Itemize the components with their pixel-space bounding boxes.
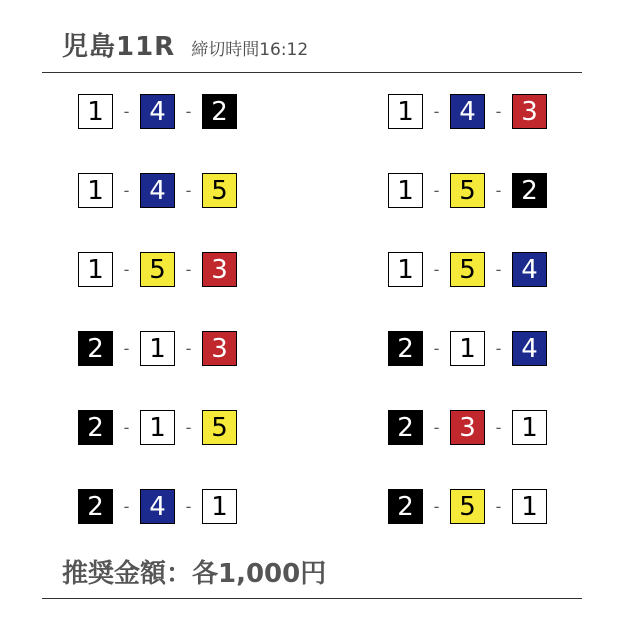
boat-number-1: 1 [512, 489, 547, 524]
combination-row [388, 93, 548, 130]
separator-dash: - [123, 102, 130, 121]
boat-number-4: 4 [450, 94, 485, 129]
boat-number-1: 1 [78, 252, 113, 287]
combination-list [78, 93, 548, 525]
separator-dash: - [185, 418, 192, 437]
separator-dash: - [495, 102, 502, 121]
boat-number-2: 2 [202, 94, 237, 129]
boat-number-4: 4 [140, 489, 175, 524]
boat-number-1: 1 [140, 331, 175, 366]
separator-dash: - [123, 497, 130, 516]
separator-dash: - [123, 181, 130, 200]
boat-number-5: 5 [140, 252, 175, 287]
separator-dash: - [185, 497, 192, 516]
boat-number-2: 2 [388, 331, 423, 366]
separator-dash: - [495, 497, 502, 516]
combination-row [78, 251, 238, 288]
deadline-text: 締切時間16:12 [191, 40, 309, 60]
boat-number-3: 3 [202, 252, 237, 287]
boat-number-1: 1 [388, 252, 423, 287]
race-header [62, 26, 308, 63]
combination-row [78, 409, 238, 446]
boat-number-2: 2 [512, 173, 547, 208]
boat-number-4: 4 [512, 252, 547, 287]
boat-number-5: 5 [450, 173, 485, 208]
boat-number-5: 5 [450, 252, 485, 287]
separator-dash: - [123, 260, 130, 279]
boat-number-2: 2 [78, 489, 113, 524]
separator-dash: - [433, 339, 440, 358]
boat-number-1: 1 [140, 410, 175, 445]
separator-dash: - [433, 181, 440, 200]
boat-number-5: 5 [450, 489, 485, 524]
separator-dash: - [185, 181, 192, 200]
separator-dash: - [495, 418, 502, 437]
boat-number-1: 1 [78, 94, 113, 129]
boat-number-4: 4 [512, 331, 547, 366]
stake-amount: 推奨金額：各1,000円 [62, 559, 327, 589]
boat-number-5: 5 [202, 410, 237, 445]
combination-row [78, 330, 238, 367]
boat-number-1: 1 [450, 331, 485, 366]
separator-dash: - [185, 339, 192, 358]
combination-row [388, 488, 548, 525]
separator-dash: - [495, 260, 502, 279]
bottom-divider [42, 598, 582, 599]
separator-dash: - [185, 260, 192, 279]
combination-row [388, 330, 548, 367]
combination-row [388, 172, 548, 209]
race-title: 児島11R [62, 32, 176, 62]
separator-dash: - [495, 181, 502, 200]
separator-dash: - [433, 418, 440, 437]
boat-number-2: 2 [78, 331, 113, 366]
boat-number-3: 3 [450, 410, 485, 445]
boat-number-1: 1 [388, 173, 423, 208]
combination-row [388, 251, 548, 288]
boat-number-1: 1 [202, 489, 237, 524]
combination-row [388, 409, 548, 446]
combination-row [78, 93, 238, 130]
boat-number-3: 3 [512, 94, 547, 129]
boat-number-5: 5 [202, 173, 237, 208]
boat-number-2: 2 [78, 410, 113, 445]
boat-number-4: 4 [140, 173, 175, 208]
boat-number-1: 1 [512, 410, 547, 445]
top-divider [42, 72, 582, 73]
separator-dash: - [433, 260, 440, 279]
boat-number-2: 2 [388, 410, 423, 445]
combination-row [78, 488, 238, 525]
separator-dash: - [433, 497, 440, 516]
boat-number-1: 1 [78, 173, 113, 208]
separator-dash: - [123, 339, 130, 358]
boat-number-4: 4 [140, 94, 175, 129]
boat-number-2: 2 [388, 489, 423, 524]
separator-dash: - [185, 102, 192, 121]
separator-dash: - [123, 418, 130, 437]
boat-number-1: 1 [388, 94, 423, 129]
separator-dash: - [433, 102, 440, 121]
separator-dash: - [495, 339, 502, 358]
boat-number-3: 3 [202, 331, 237, 366]
combination-row [78, 172, 238, 209]
